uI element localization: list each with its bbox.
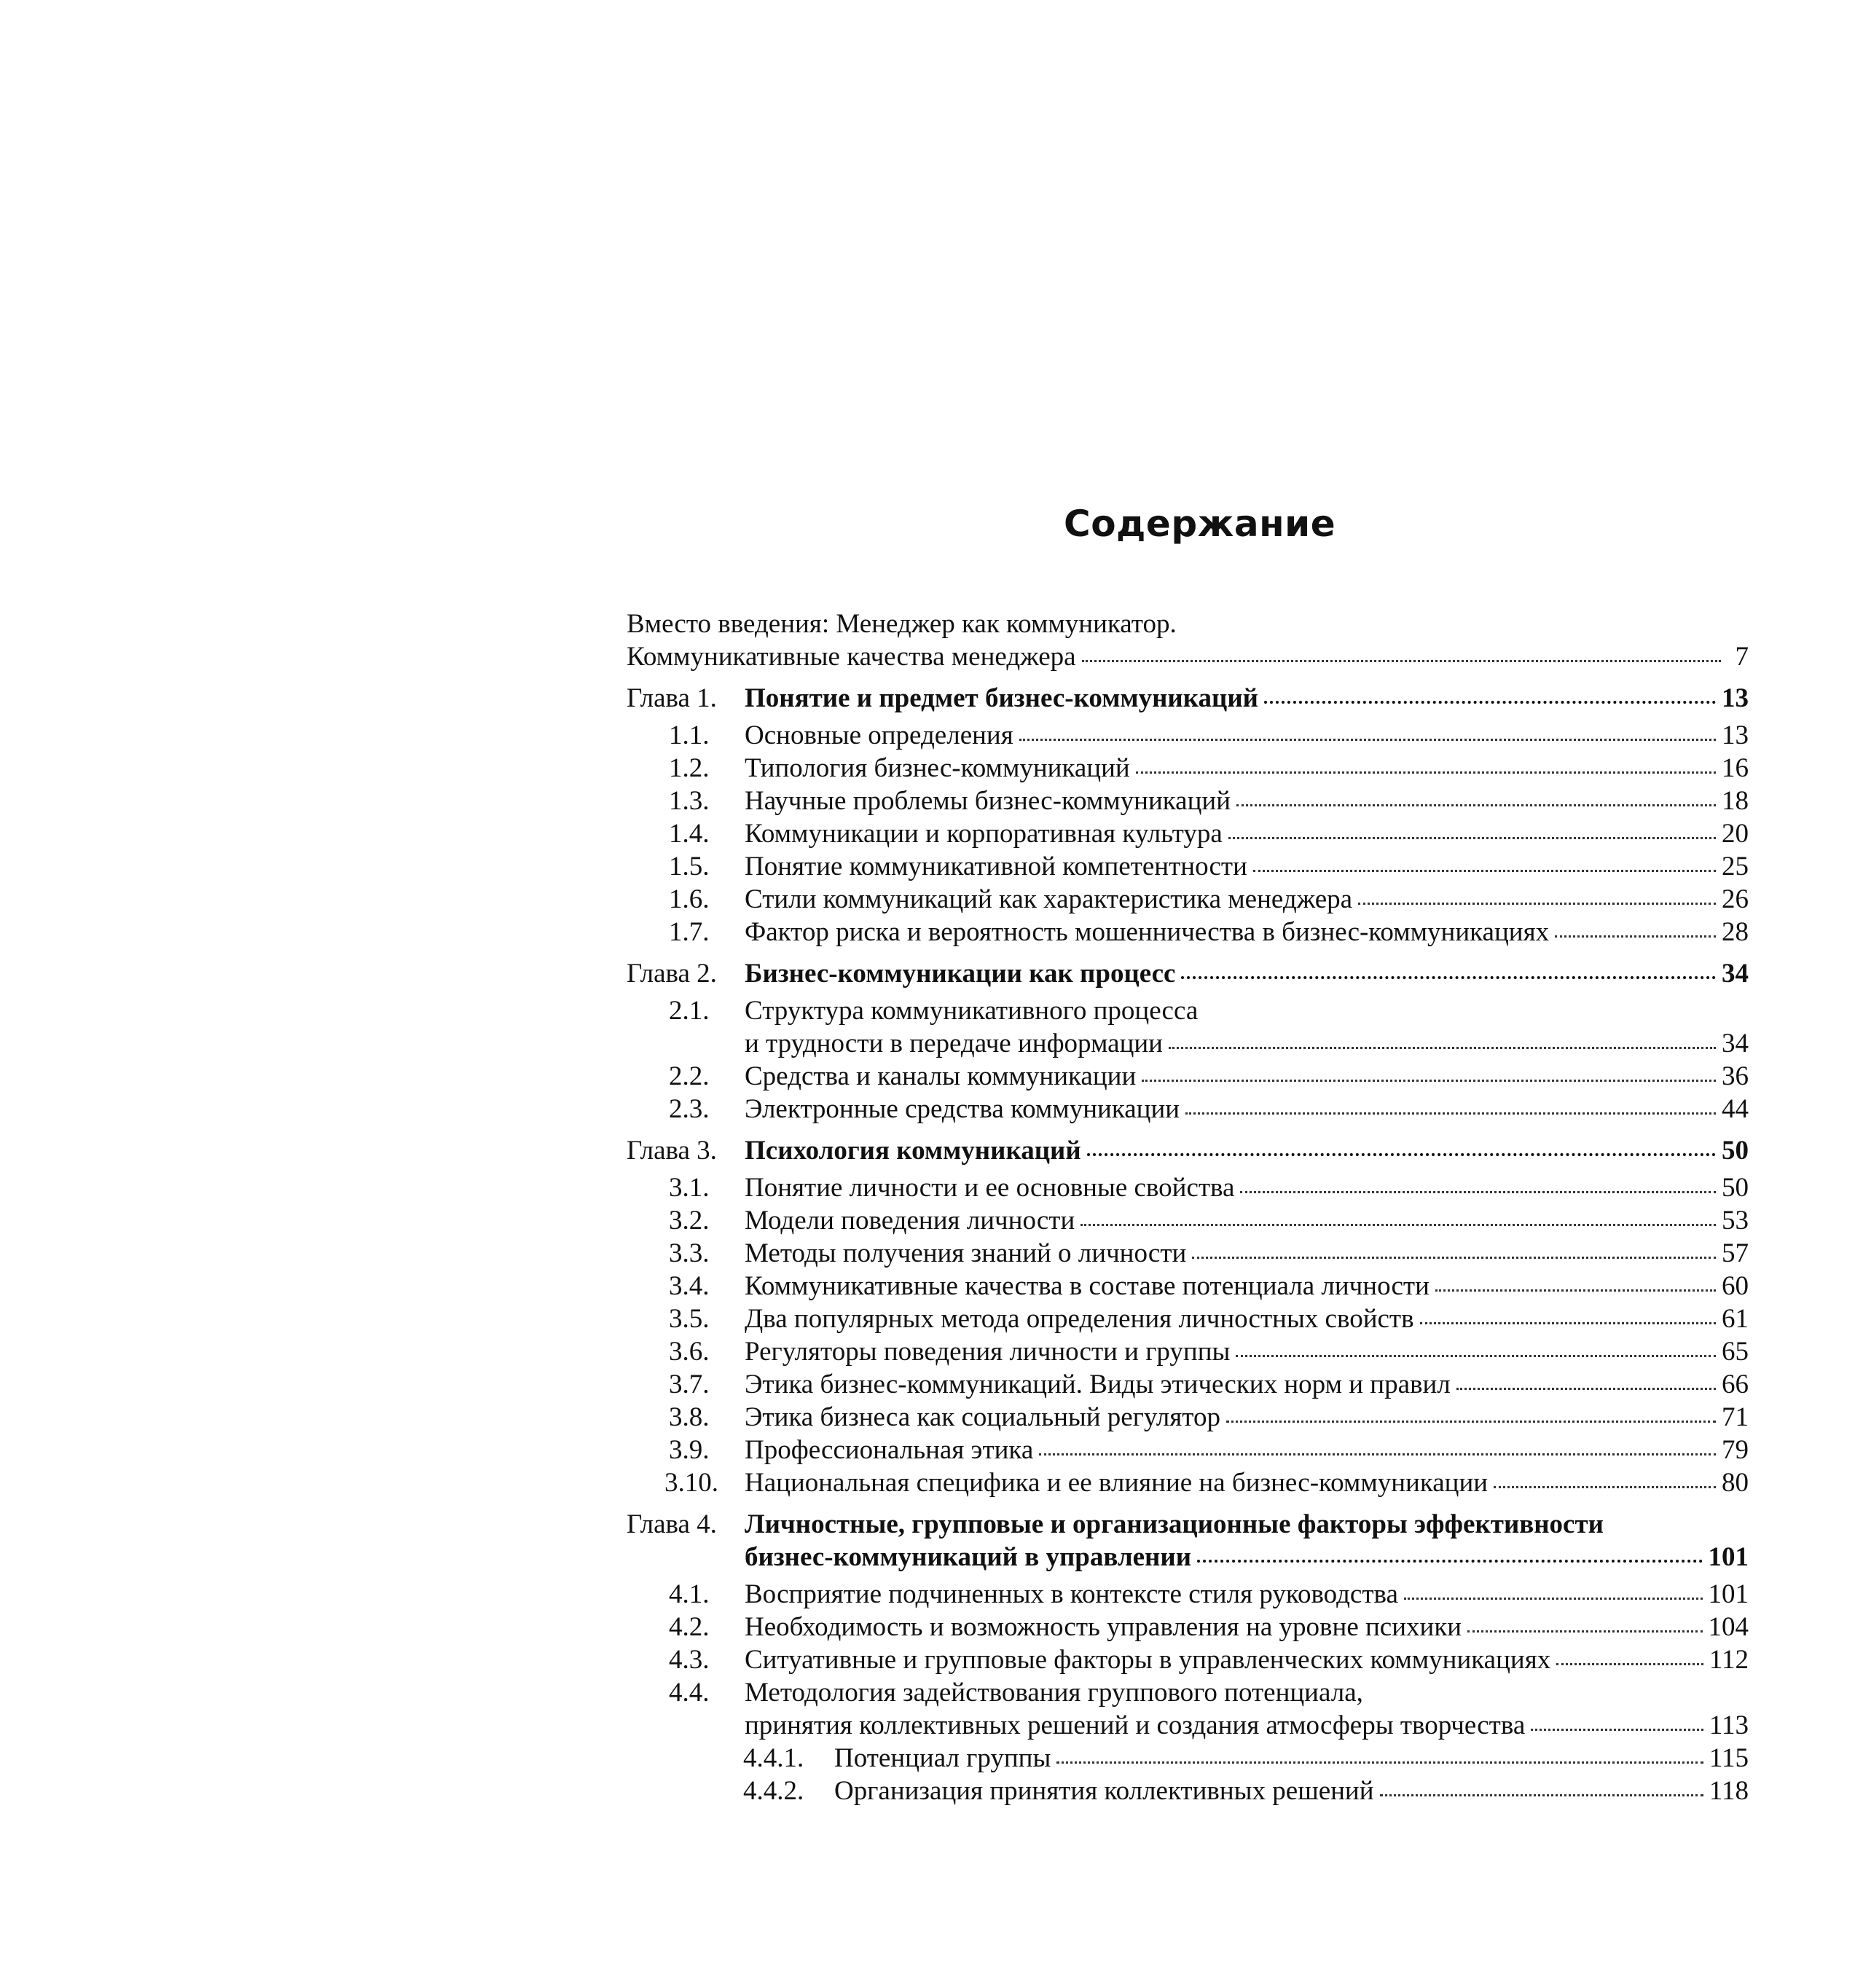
toc-section <box>627 1578 1749 1611</box>
section-number: 3.5. <box>669 1304 710 1334</box>
dot-leader <box>1228 830 1716 839</box>
dot-leader <box>1056 1754 1703 1764</box>
dot-leader <box>1081 1217 1716 1226</box>
toc-section <box>627 1093 1749 1125</box>
toc-section <box>627 1368 1749 1401</box>
chapter-number: Глава 3. <box>627 1136 717 1166</box>
section-title: Фактор риска и вероятность мошенничества в бизнес-коммуникациях <box>745 917 1550 947</box>
section-title: принятия коллективных решений и создания атмосферы творчества <box>745 1710 1526 1740</box>
section-title: Стили коммуникаций как характеристика менеджера <box>745 884 1353 914</box>
toc-page-number: 79 <box>1722 1435 1749 1465</box>
dot-leader <box>1019 731 1716 741</box>
toc-section <box>627 1237 1749 1270</box>
section-title: Профессиональная этика <box>745 1435 1034 1465</box>
dot-leader <box>1226 1413 1716 1423</box>
dot-leader <box>1082 653 1721 662</box>
toc-page-number: 7 <box>1735 642 1749 672</box>
toc-section <box>627 1611 1749 1643</box>
dot-leader <box>1087 1146 1716 1156</box>
section-number: 1.1. <box>669 720 710 750</box>
chapter-title: бизнес-коммуникаций в управлении <box>745 1542 1192 1572</box>
toc-section <box>627 752 1749 785</box>
section-title: Восприятие подчиненных в контексте стиля руководства <box>745 1579 1398 1609</box>
section-number: 3.8. <box>669 1402 710 1432</box>
toc-section <box>627 1643 1749 1676</box>
section-number: 1.3. <box>669 786 710 816</box>
toc-page-number: 25 <box>1722 852 1749 881</box>
section-title: Национальная специфика и ее влияние на бизнес-коммуникации <box>745 1468 1489 1498</box>
toc-section <box>627 785 1749 817</box>
toc-page-number: 28 <box>1722 917 1749 947</box>
chapter-title-line1: Личностные, групповые и организационные факторы эффективности <box>745 1509 1604 1539</box>
chapter-title: Психология коммуникаций <box>745 1136 1081 1166</box>
toc-chapter <box>627 1134 1749 1167</box>
dot-leader <box>1240 1184 1716 1193</box>
toc-intro-line2 <box>627 640 1749 673</box>
toc-page-number: 101 <box>1708 1579 1749 1609</box>
toc-intro-line1: Вместо введения: Менеджер как коммуникатор. <box>627 609 1177 639</box>
section-number: 3.6. <box>669 1337 710 1367</box>
toc-section <box>627 1466 1749 1499</box>
toc-section <box>627 1204 1749 1237</box>
table-of-contents <box>627 608 1749 1807</box>
section-number: 2.3. <box>669 1094 710 1124</box>
section-title: Регуляторы поведения личности и группы <box>745 1337 1231 1367</box>
section-number: 2.2. <box>669 1061 710 1091</box>
dot-leader <box>1358 895 1716 905</box>
section-title: Типология бизнес-коммуникаций <box>745 753 1130 783</box>
toc-section <box>627 719 1749 752</box>
section-number: 3.4. <box>669 1271 710 1301</box>
toc-page-number: 118 <box>1709 1776 1749 1806</box>
section-title: Коммуникации и корпоративная культура <box>745 819 1223 849</box>
toc-section <box>627 850 1749 883</box>
subsection-title: Организация принятия коллективных решений <box>834 1776 1374 1806</box>
toc-page-number: 101 <box>1708 1542 1749 1572</box>
dot-leader <box>1420 1315 1716 1324</box>
section-number: 3.10. <box>664 1468 718 1498</box>
dot-leader <box>1467 1623 1702 1633</box>
toc-section <box>627 1270 1749 1303</box>
section-title: Электронные средства коммуникации <box>745 1094 1180 1124</box>
toc-subsection <box>627 1742 1749 1775</box>
toc-page-number: 65 <box>1722 1337 1749 1367</box>
dot-leader <box>1236 797 1716 806</box>
section-title: Два популярных метода определения личностных свойств <box>745 1304 1414 1334</box>
toc-page-number: 57 <box>1722 1238 1749 1268</box>
section-title-line1: Методология задействования группового потенциала, <box>745 1678 1363 1708</box>
section-number: 4.2. <box>669 1612 710 1642</box>
dot-leader <box>1181 969 1716 979</box>
section-number: 3.2. <box>669 1206 710 1235</box>
toc-section <box>627 1171 1749 1204</box>
toc-section <box>627 994 1749 1060</box>
dot-leader <box>1494 1479 1716 1488</box>
dot-leader <box>1197 1552 1702 1563</box>
toc-section <box>627 817 1749 850</box>
section-title: Этика бизнеса как социальный регулятор <box>745 1402 1220 1432</box>
subsection-number: 4.4.2. <box>743 1776 804 1806</box>
section-number: 1.2. <box>669 753 710 783</box>
toc-page-number: 18 <box>1722 786 1749 816</box>
toc-page-number: 104 <box>1708 1612 1749 1642</box>
section-title-line1: Структура коммуникативного процесса <box>745 996 1199 1026</box>
toc-page-number: 112 <box>1709 1645 1749 1675</box>
toc-chapter <box>627 957 1749 990</box>
toc-section <box>627 1434 1749 1466</box>
toc-page-number: 60 <box>1722 1271 1749 1301</box>
dot-leader <box>1456 1380 1716 1390</box>
toc-section <box>627 1676 1749 1742</box>
chapter-number: Глава 1. <box>627 683 717 713</box>
section-title: Методы получения знаний о личности <box>745 1238 1187 1268</box>
toc-intro <box>627 608 1749 673</box>
dot-leader <box>1192 1249 1716 1259</box>
toc-page-number: 113 <box>1709 1710 1749 1740</box>
section-number: 1.4. <box>669 819 710 849</box>
dot-leader <box>1555 928 1716 938</box>
toc-chapter <box>627 1508 1749 1573</box>
dot-leader <box>1380 1787 1703 1796</box>
toc-entry-title: Коммуникативные качества менеджера <box>627 642 1076 672</box>
section-title: Этика бизнес-коммуникаций. Виды этических норм и правил <box>745 1370 1451 1399</box>
section-number: 3.9. <box>669 1435 710 1465</box>
toc-section <box>627 1401 1749 1434</box>
toc-section <box>627 916 1749 948</box>
section-title: Понятие личности и ее основные свойства <box>745 1173 1235 1203</box>
toc-page-number: 36 <box>1722 1061 1749 1091</box>
section-title: и трудности в передаче информации <box>745 1029 1163 1058</box>
section-title: Необходимость и возможность управления на уровне психики <box>745 1612 1462 1642</box>
toc-page-number: 50 <box>1722 1136 1749 1166</box>
toc-page-number: 13 <box>1722 720 1749 750</box>
dot-leader <box>1169 1040 1716 1049</box>
section-number: 4.3. <box>669 1645 710 1675</box>
section-title: Средства и каналы коммуникации <box>745 1061 1137 1091</box>
toc-chapter <box>627 682 1749 715</box>
section-title: Научные проблемы бизнес-коммуникаций <box>745 786 1231 816</box>
dot-leader <box>1531 1721 1703 1731</box>
dot-leader <box>1136 764 1716 774</box>
toc-page-number: 44 <box>1722 1094 1749 1124</box>
toc-page-number: 115 <box>1709 1743 1749 1773</box>
toc-page-number: 34 <box>1722 1029 1749 1058</box>
toc-page-number: 50 <box>1722 1173 1749 1203</box>
chapter-number: Глава 4. <box>627 1509 717 1539</box>
section-number: 2.1. <box>669 996 710 1026</box>
toc-page-number: 71 <box>1722 1402 1749 1432</box>
dot-leader <box>1039 1446 1716 1455</box>
section-number: 1.5. <box>669 852 710 881</box>
section-number: 1.7. <box>669 917 710 947</box>
toc-section <box>627 1060 1749 1093</box>
chapter-number: Глава 2. <box>627 959 717 989</box>
toc-page-number: 61 <box>1722 1304 1749 1334</box>
dot-leader <box>1556 1656 1703 1665</box>
toc-section <box>627 1335 1749 1368</box>
section-number: 4.4. <box>669 1678 710 1708</box>
dot-leader <box>1435 1282 1716 1292</box>
toc-page-number: 80 <box>1722 1468 1749 1498</box>
chapter-title: Бизнес-коммуникации как процесс <box>745 959 1176 989</box>
section-number: 1.6. <box>669 884 710 914</box>
dot-leader <box>1264 694 1716 704</box>
toc-page-number: 34 <box>1722 959 1749 989</box>
toc-page-number: 26 <box>1722 884 1749 914</box>
toc-page-number: 16 <box>1722 753 1749 783</box>
section-number: 3.1. <box>669 1173 710 1203</box>
section-title: Модели поведения личности <box>745 1206 1075 1235</box>
chapter-title: Понятие и предмет бизнес-коммуникаций <box>745 683 1258 713</box>
section-number: 3.3. <box>669 1238 710 1268</box>
toc-page-number: 13 <box>1722 683 1749 713</box>
dot-leader <box>1142 1072 1716 1082</box>
section-number: 4.1. <box>669 1579 710 1609</box>
dot-leader <box>1404 1590 1703 1600</box>
dot-leader <box>1236 1348 1716 1357</box>
dot-leader <box>1185 1105 1716 1115</box>
subsection-title: Потенциал группы <box>834 1743 1051 1773</box>
dot-leader <box>1253 863 1716 872</box>
subsection-number: 4.4.1. <box>743 1743 804 1773</box>
section-title: Понятие коммуникативной компетентности <box>745 852 1247 881</box>
section-title: Коммуникативные качества в составе потенциала личности <box>745 1271 1430 1301</box>
toc-page-number: 53 <box>1722 1206 1749 1235</box>
toc-page-number: 66 <box>1722 1370 1749 1399</box>
page-title: Содержание <box>1064 503 1336 545</box>
toc-page-number: 20 <box>1722 819 1749 849</box>
section-number: 3.7. <box>669 1370 710 1399</box>
section-title: Основные определения <box>745 720 1013 750</box>
toc-subsection <box>627 1775 1749 1807</box>
toc-section <box>627 883 1749 916</box>
toc-section <box>627 1303 1749 1335</box>
section-title: Ситуативные и групповые факторы в управленческих коммуникациях <box>745 1645 1551 1675</box>
